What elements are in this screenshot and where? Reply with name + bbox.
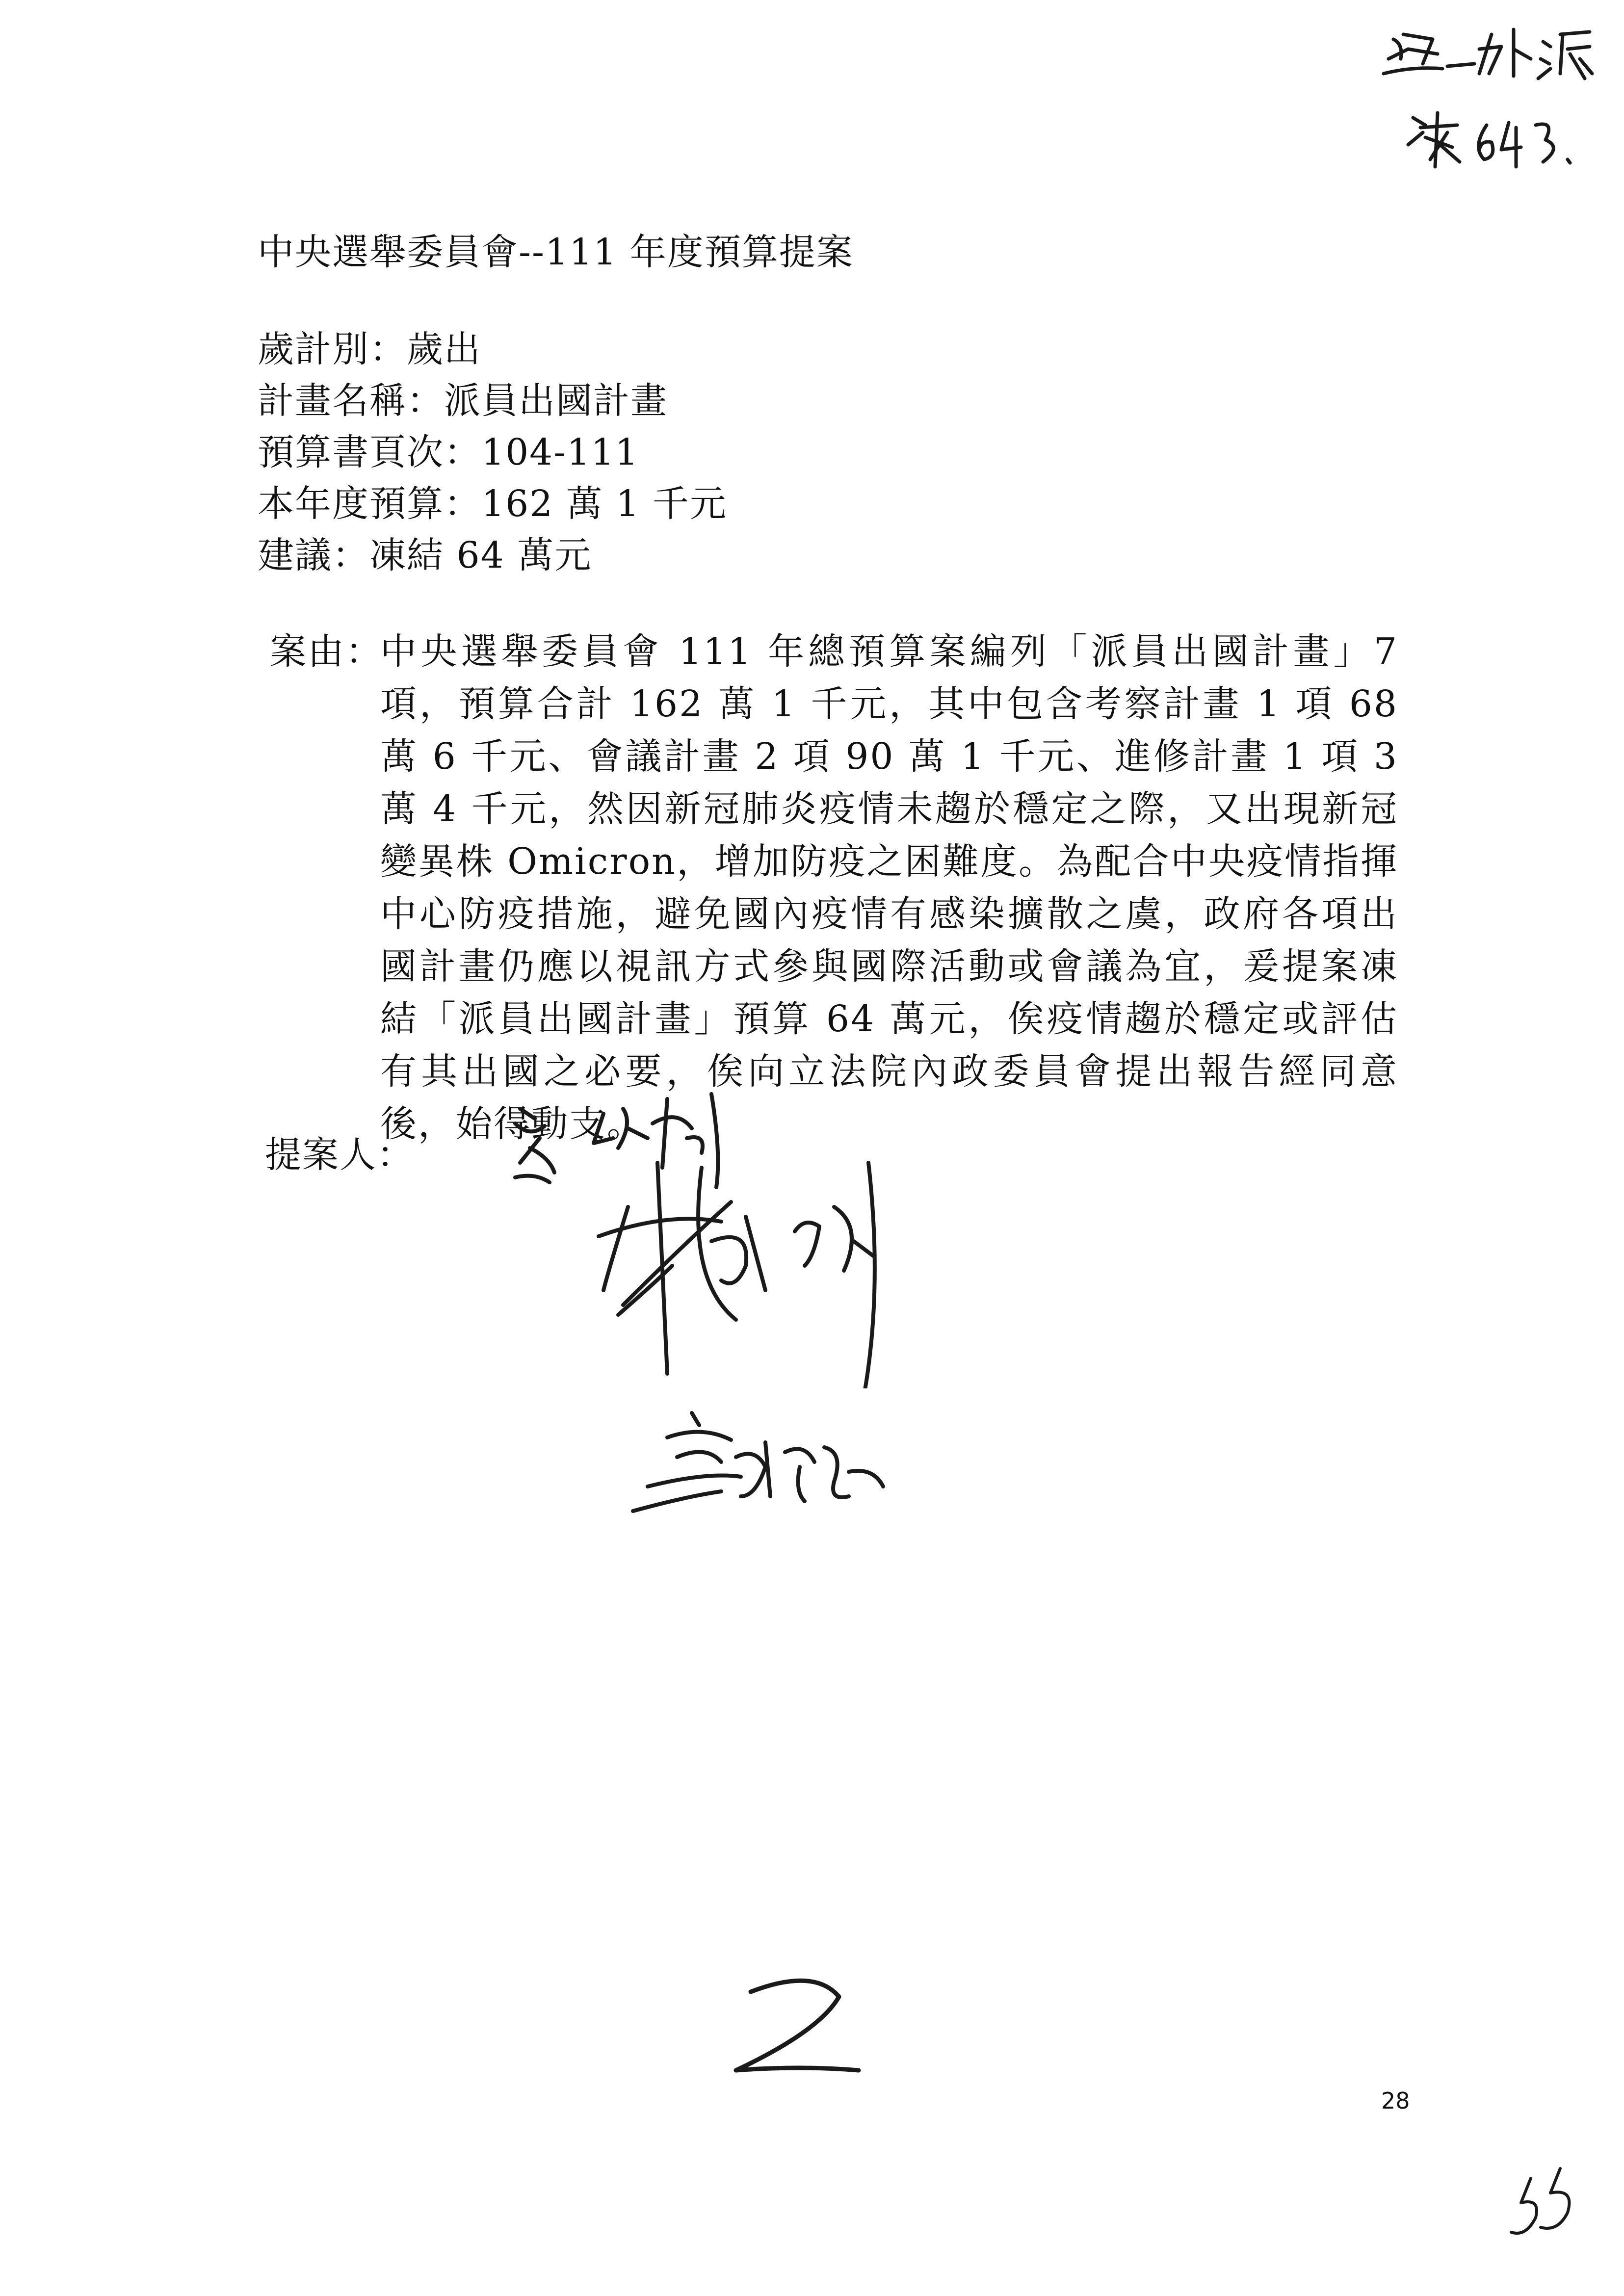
handwritten-number-mark xyxy=(716,1967,878,2085)
signature-3 xyxy=(618,1398,903,1526)
reason-text: 中央選舉委員會 111 年總預算案編列「派員出國計畫」7 項，預算合計 162 萬 1 千元，其中包含考察計畫 1 項 68 萬 6 千元、會議計畫 2 項 90 萬 1 千元、進修計畫 1 項 3 萬 4 千元，然因新冠肺炎疫情未趨於穩定之際，又出現新冠變異株 Omicron，增加防疫之困難度。為配合中央疫情指揮中心防疫措施，避免國內疫情有感染擴散之虞，政府各項出國計畫仍應以視訊方式參與國際活動或會議為宜，爰提案凍結「派員出國計畫」預算 64 萬元，俟疫情趨於穩定或評估有其出國之必要，俟向立法院內政委員會提出報告經同意後，始得動支。 xyxy=(380,630,1398,1145)
meta-item-budget-category: 歲計別：歲出 xyxy=(258,328,481,370)
signature-2 xyxy=(589,1143,903,1388)
proposer-label: 提案人： xyxy=(265,1134,414,1176)
meta-item-recommendation: 建議：凍結 64 萬元 xyxy=(258,534,592,576)
budget-meta-list xyxy=(258,324,727,581)
page-number: 28 xyxy=(1381,2087,1410,2114)
handwritten-corner-mark xyxy=(1501,2159,1590,2257)
reason-label: 案由： xyxy=(270,630,383,673)
document-title: 中央選舉委員會--111 年度預算提案 xyxy=(258,231,854,273)
meta-item-plan-name: 計畫名稱：派員出國計畫 xyxy=(258,380,668,422)
meta-item-budget-pages: 預算書頁次：104-111 xyxy=(258,431,639,473)
meta-item-annual-budget: 本年度預算：162 萬 1 千元 xyxy=(258,483,727,525)
handwritten-note xyxy=(1374,20,1599,182)
proposal-reason xyxy=(270,626,1398,1150)
